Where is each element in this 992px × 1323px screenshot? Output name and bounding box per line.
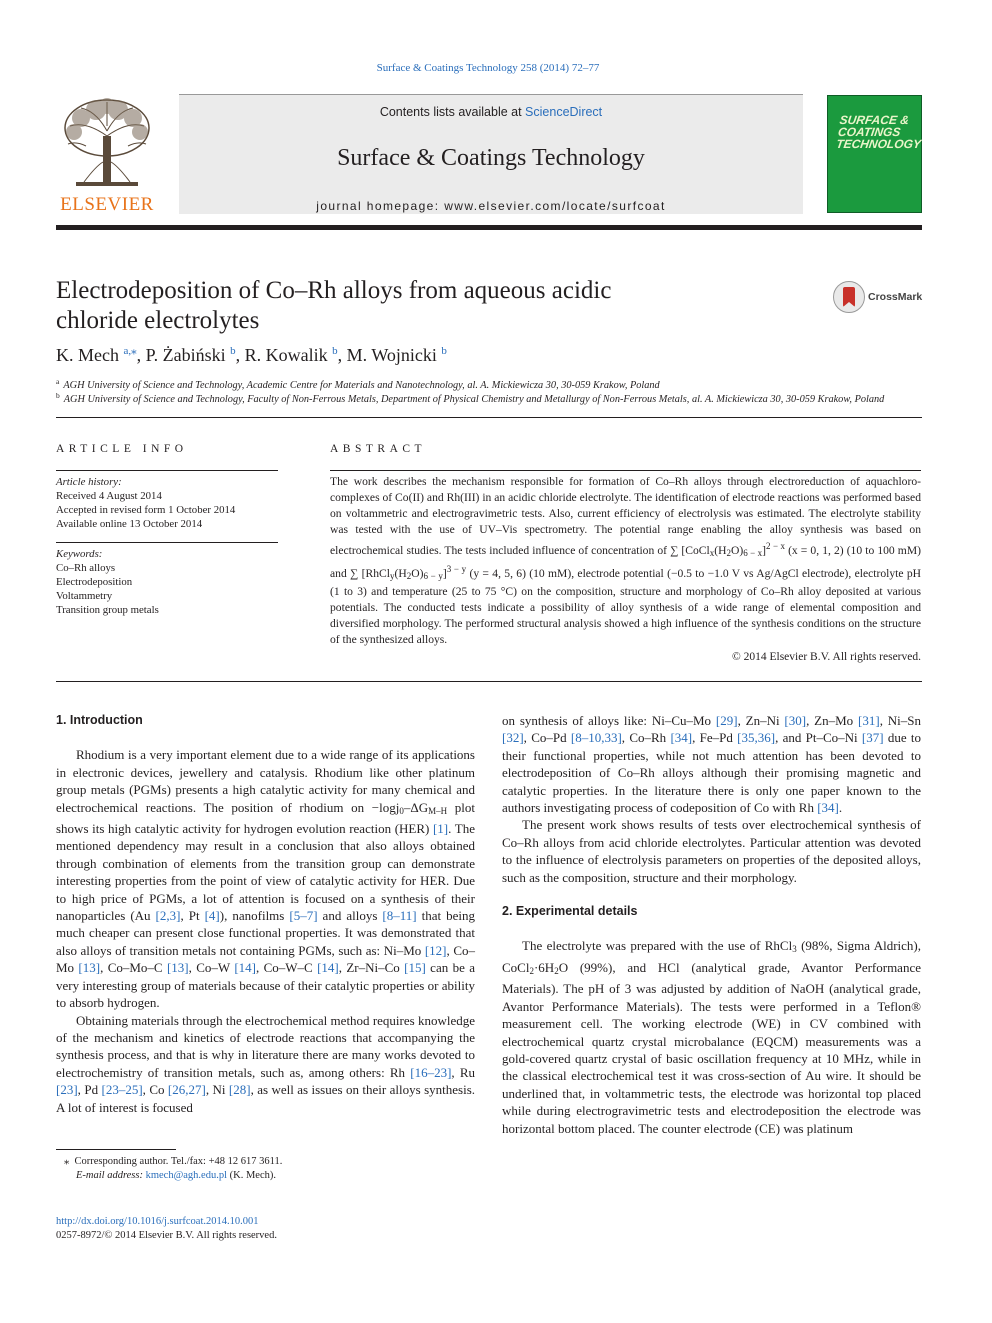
article-info-heading: ARTICLE INFO [56, 443, 188, 455]
author-name[interactable]: M. Wojnicki [346, 345, 437, 365]
article-history [56, 475, 278, 531]
left-column [56, 712, 475, 1116]
divider [56, 417, 922, 418]
footnote-divider [56, 1149, 176, 1150]
history-label: Article history: [56, 476, 122, 488]
article-title: Electrodeposition of Co–Rh alloys from aqueous acidic chloride electrolytes [56, 277, 612, 334]
keywords-label: Keywords: [56, 548, 103, 560]
affiliation-mark: a [56, 377, 60, 386]
email-suffix: (K. Mech). [227, 1170, 276, 1181]
abstract-body: The work describes the mechanism responsible for formation of Co–Rh alloys through electroreduction of aquachloro- complexes of Co(II) and Rh(III) in an acidic chloride electrolyte. The identification of electrode reactions was performed based on voltammetric and electrogravimetric tests. Also, current efficiency of electrolysis was estimated. The electrolyte stability was tested with the use of UV–Vis spectrometry. The potential range enabling the alloy synthesis was based on electrochemical studies. The tests included influence of concentration of ∑ $[CoCl_x(H_2O)_{6 - x}]^{2 - x}$ (x = 0, 1, 2) (10 to 100 mM) and ∑ $[RhCl_y(H_2O)_{6 - y}]^{3 - y}$ (y = 4, 5, 6) (10 mM), electrode potential (−0.5 to −1.0 V vs Ag/AgCl electrode), electrolyte pH (1 to 3) and temperature (25 to 75 °C) on the composition, structure and morphology of Co–Rh alloy deposited at various potentials. The conducted tests indicate a possibility of alloy synthesis of a wide range of elemental composition and diversified morphology. The performed structural analysis showed a high influence of the synthesis conditions on the structure of the synthesized alloys. [330, 475, 921, 646]
paragraph: The electrolyte was prepared with the use of RhCl$_3$ (98%, Sigma Aldrich), $CoCl_2\cdot 6H_2O$ (99%), and HCl (analytical grade, Avantor Performance Materials). The pH of 3 was adjusted by addition of NaOH (analytical grade, Avantor Performance Materials). The tests were performed in a Teflon® measurement cell. The working electrode (WE) in CV combined with electrochemical quartz crystal microbalance (EQCM) measurements was a gold-covered quartz crystal of basic oscillation frequency at 10 MHz, while in the classical electrochemical test it was cross-section of Au wire. It should be underlined that, in voltammetric tests, the electrode was horizontal top placed while during electrogravimetric tests and electrodeposition the electrode was horizontal bottom placed. The counter electrode (CE) was platinum [502, 938, 921, 1136]
keyword: Electrodeposition [56, 576, 133, 588]
corresponding-text: Corresponding author. Tel./fax: +48 12 617 3611. [74, 1156, 283, 1167]
paragraph: Rhodium is a very important element due to a wide range of its applications in electronic devices, jewellery and catalysis. Rhodium like other platinum group metals (PGMs) presents a high catalytic activity for many chemical and electrochemical reactions. The position of rhodium on $-\log j_0-\Delta G_{M-H}$ plot shows its high catalytic activity for hydrogen evolution reaction (HER) [1]. The mentioned dependency may result in a conclusion that also alloys obtained through combination of elements from the transition group can demonstrate interesting properties from the point of view of catalytic activity for HER. Due to high price of PGMs, a lot of attention is focused on a synthesis of their nanoparticles (Au [2,3], Pt [4]), nanofilms [5–7] and alloys [8–11] that being much cheaper can present close functional properties. It was demonstrated that also alloys of transition metals not containing PGMs, such as: Ni–Mo [12], Co–Mo [13], Co–Mo–C [13], Co–W [14], Co–W–C [14], Zr–Ni–Co [15] can be a very interesting group of materials because of their catalytic properties or ability to absorb hydrogen. [56, 747, 475, 1011]
email-label: E-mail address: [76, 1170, 146, 1181]
paragraph: on synthesis of alloys like: Ni–Cu–Mo [29], Zn–Ni [30], Zn–Mo [31], Ni–Sn [32], Co–Pd [8–10,33], Co–Rh [34], Fe–Pd [35,36], and Pt–Co–Ni [37] due to their functional properties, while not much attention has been devoted to electrodeposition of Co–Rh alloys although their promising magnetic and catalytic properties. In the literature there is only one paper known to the authors investigating process of codeposition of Co with Rh [34]. [502, 713, 921, 816]
received-date: Received 4 August 2014 [56, 490, 162, 502]
author-affiliation-mark[interactable]: a,⁎ [123, 345, 137, 357]
journal-title: Surface & Coatings Technology [337, 145, 645, 171]
elsevier-wordmark: ELSEVIER [60, 194, 154, 215]
affiliation [56, 391, 884, 405]
contents-prefix: Contents lists available at [379, 105, 526, 119]
sciencedirect-link[interactable]: ScienceDirect [525, 105, 603, 119]
revised-date: Accepted in revised form 1 October 2014 [56, 504, 236, 516]
author-name[interactable]: P. Żabiński [145, 345, 226, 365]
elsevier-tree-icon [56, 96, 158, 192]
divider [56, 470, 278, 471]
affiliation [56, 377, 660, 391]
author-name[interactable]: K. Mech [56, 345, 119, 365]
header-divider [56, 225, 922, 230]
intro-heading: 1. Introduction [56, 713, 143, 727]
cover-title: SURFACE & COATINGS TECHNOLOGY [835, 113, 922, 151]
divider [56, 542, 278, 543]
doi-block [56, 1215, 277, 1243]
affiliation-mark: b [56, 391, 60, 400]
email-note [56, 1169, 476, 1183]
divider [330, 470, 921, 471]
crossmark-label: CrossMark [868, 291, 923, 303]
keyword: Voltammetry [56, 590, 113, 602]
author-list: K. Mech $^{a,⁎}$, P. Żabiński $^b$, R. Kowalik $^b$, M. Wojnicki $^b$ [56, 345, 447, 365]
crossmark-icon [832, 280, 866, 314]
abstract-heading: ABSTRACT [330, 443, 427, 455]
journal-cover-image[interactable] [827, 95, 922, 213]
journal-banner [179, 94, 803, 214]
crossmark-badge[interactable] [832, 280, 927, 316]
author-name[interactable]: R. Kowalik [244, 345, 328, 365]
elsevier-logo[interactable] [56, 96, 158, 216]
right-column [502, 712, 921, 1137]
doi-link[interactable]: http://dx.doi.org/10.1016/j.surfcoat.2014.10.001 [56, 1216, 259, 1227]
online-date: Available online 13 October 2014 [56, 518, 203, 530]
keyword: Co–Rh alloys [56, 562, 116, 574]
divider [56, 681, 922, 682]
experimental-heading: 2. Experimental details [502, 904, 638, 919]
keyword: Transition group metals [56, 604, 159, 616]
author-affiliation-mark[interactable]: b [441, 345, 447, 357]
footnotes [56, 1155, 476, 1183]
abstract-copyright: © 2014 Elsevier B.V. All rights reserved. [732, 651, 921, 663]
issn-line: 0257-8972/© 2014 Elsevier B.V. All rights reserved. [56, 1230, 277, 1241]
journal-citation[interactable]: Surface & Coatings Technology 258 (2014) 72–77 [376, 62, 600, 74]
contents-line [179, 105, 803, 119]
author-affiliation-mark[interactable]: b [332, 345, 338, 357]
journal-masthead [56, 94, 922, 216]
email-link[interactable]: kmech@agh.edu.pl [145, 1170, 228, 1181]
keywords-block [56, 547, 278, 617]
footnote-mark: ⁎ [64, 1156, 75, 1167]
affiliation-text: AGH University of Science and Technology, Academic Centre for Materials and Nanotechnology, al. A. Mickiewicza 30, 30-059 Krakow, Poland [63, 380, 660, 391]
corresponding-note [56, 1155, 476, 1169]
affiliation-text: AGH University of Science and Technology, Faculty of Non-Ferrous Metals, Department of Physical Chemistry and Metallurgy of Non-Ferrous Metals, al. A. Mickiewicza 30, 30-059 Krakow, Poland [63, 394, 885, 405]
paragraph: Obtaining materials through the electrochemical method requires knowledge of the mechanism and kinetics of electrode reactions that accompanying the synthesis process, and that is why in literature there are many works devoted to electrochemistry of transition metals, such as, among others: Rh [16–23], Ru [23], Pd [23–25], Co [26,27], Ni [28], as well as issues on their alloys synthesis. A lot of interest is focused [56, 1012, 476, 1115]
paragraph: The present work shows results of tests over electrochemical synthesis of Co–Rh alloys from acid chloride electrolytes. Particular attention was devoted to the influence of electrolysis parameters on properties of the deposited alloys, such as the composition, structure and their morphology. [502, 817, 921, 885]
journal-homepage[interactable]: journal homepage: www.elsevier.com/locate/surfcoat [316, 199, 666, 213]
author-affiliation-mark[interactable]: b [230, 345, 236, 357]
